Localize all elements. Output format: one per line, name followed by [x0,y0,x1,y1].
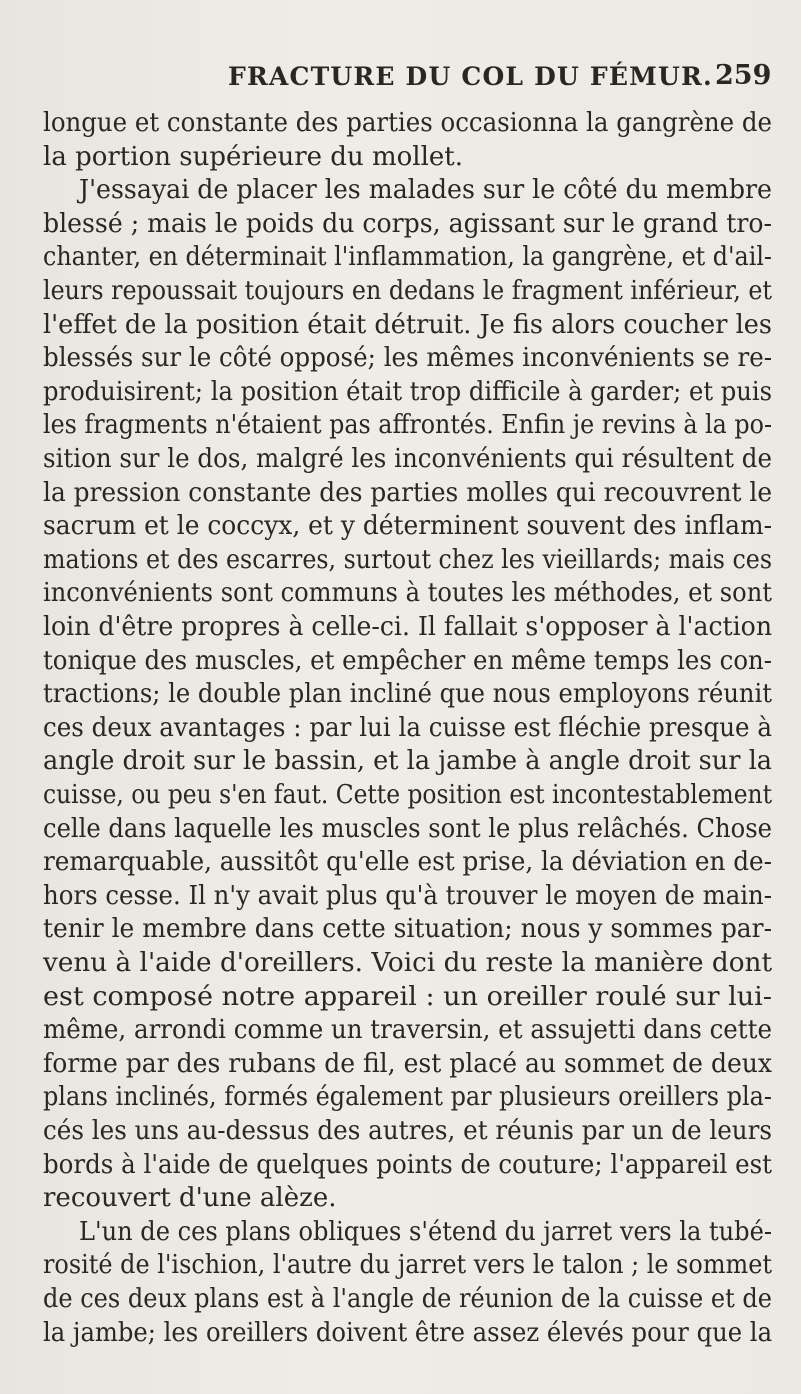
text-line: tenir le membre dans cette situation; nous y sommes par- [43,914,772,945]
text-line: J'essayai de placer les malades sur le côté du membre [79,175,772,206]
text-line: loin d'être propres à celle-ci. Il fallait s'opposer à l'action [43,612,773,642]
text-line: produisirent; la position était trop difficile à garder; et puis [43,376,773,407]
text-line: longue et constante des parties occasionna la gangrène de [43,108,773,138]
text-line: la pression constante des parties molles qui recouvrent le [43,477,773,508]
text-line: venu à l'aide d'oreillers. Voici du reste la manière dont [43,948,773,978]
text-line: hors cesse. Il n'y avait plus qu'à trouver le moyen de main- [43,880,773,911]
text-line: celle dans laquelle les muscles sont le plus relâchés. Chose [43,813,772,844]
text-line: cés les uns au-dessus des autres, et réunis par un de leurs [43,1116,772,1146]
text-line: recouvert d'une alèze. [43,1183,337,1214]
text-line: forme par des rubans de fil, est placé au sommet de deux [43,1048,773,1079]
text-line: la portion supérieure du mollet. [43,141,463,172]
running-head [0,60,801,100]
text-line: inconvénients sont communs à toutes les méthodes, et sont [43,578,772,609]
text-line: sacrum et le coccyx, et y déterminent souvent des inflam- [43,511,772,542]
text-line: la jambe; les oreillers doivent être assez élevés pour que la [43,1317,773,1348]
text-line: chanter, en déterminait l'inflammation, la gangrène, et d'ail- [43,242,772,273]
text-line: L'un de ces plans obliques s'étend du jarret vers la tubé- [79,1216,772,1247]
text-line: cuisse, ou peu s'en faut. Cette position est incontestablement [43,780,772,810]
text-line: angle droit sur le bassin, et la jambe à angle droit sur la [43,746,772,777]
text-line: même, arrondi comme un traversin, et assujetti dans cette [43,1015,772,1046]
text-line: les fragments n'étaient pas affrontés. Enfin je revins à la po- [43,410,772,441]
text-line: tractions; le double plan incliné que nous employons réunit [43,679,772,710]
text-line: ces deux avantages : par lui la cuisse est fléchie presque à [43,712,772,743]
text-line: blessés sur le côté opposé; les mêmes inconvénients se re- [43,343,772,374]
text-line: l'effet de la position était détruit. Je fis alors coucher les [43,309,772,340]
text-line: blessé ; mais le poids du corps, agissant sur le grand tro- [43,208,773,239]
text-line: tonique des muscles, et empêcher en même temps les con- [43,645,772,676]
text-line: remarquable, aussitôt qu'elle est prise, la déviation en de- [43,847,773,878]
text-line: leurs repoussait toujours en dedans le fragment inférieur, et [43,276,772,306]
text-line: sition sur le dos, malgré les inconvénients qui résultent de [43,444,772,474]
text-line: rosité de l'ischion, l'autre du jarret vers le talon ; le sommet [43,1250,772,1281]
text-line: plans inclinés, formés également par plusieurs oreillers pla- [43,1082,772,1113]
text-line: mations et des escarres, surtout chez les vieillards; mais ces [43,544,773,575]
running-title: FRACTURE DU COL DU FÉMUR. [228,62,713,91]
text-line: est composé notre appareil : un oreiller roulé sur lui- [43,981,772,1012]
text-line: de ces deux plans est à l'angle de réunion de la cuisse et de [43,1284,772,1314]
page-number: 259 [715,60,772,91]
text-line: bords à l'aide de quelques points de couture; l'appareil est [43,1149,772,1180]
